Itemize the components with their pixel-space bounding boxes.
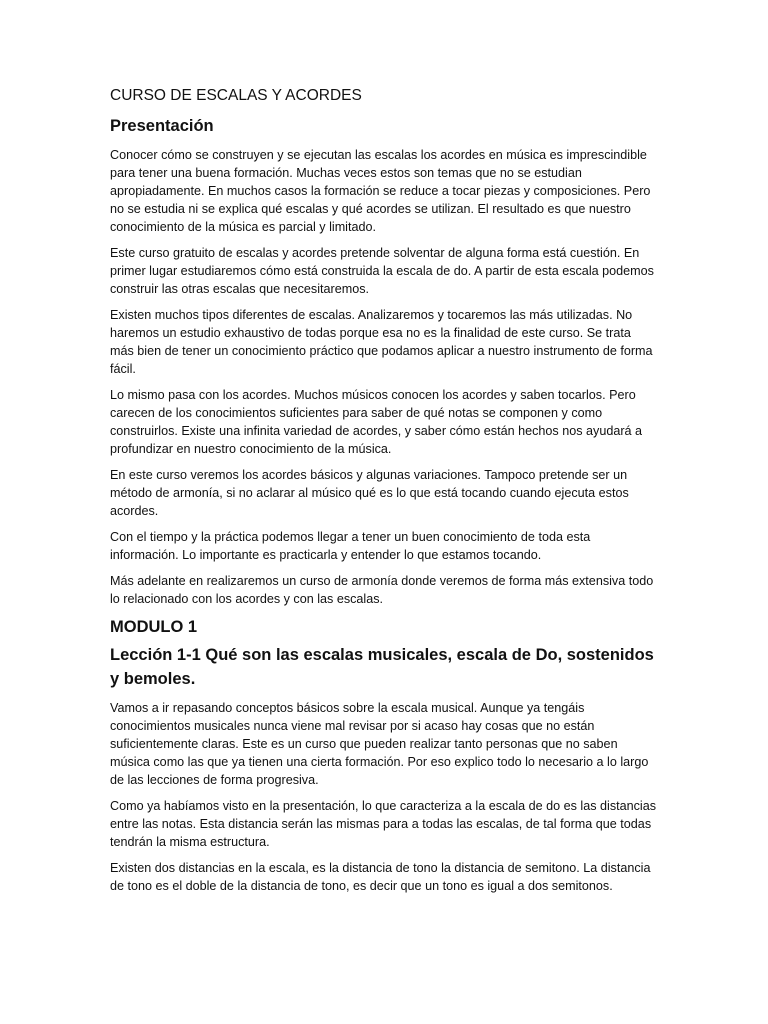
paragraph: En este curso veremos los acordes básicos y algunas variaciones. Tampoco pretende ser un método de armonía, si no aclarar al músico qué es lo que está tocando cuando ejecuta estos acordes. (110, 468, 629, 518)
document-title: CURSO DE ESCALAS Y ACORDES (110, 87, 362, 104)
paragraph: Existen muchos tipos diferentes de escalas. Analizaremos y tocaremos las más utilizadas. No haremos un estudio exhaustivo de todas porque esa no es la finalidad de este curso. Se trata más bien de tener un conocimiento práctico que podamos aplicar a nuestro instrumento de forma fácil. (110, 308, 653, 376)
section-heading-presentacion: Presentación (110, 117, 214, 135)
paragraph: Más adelante en realizaremos un curso de armonía donde veremos de forma más extensiva todo lo relacionado con los acordes y con las escalas. (110, 574, 654, 606)
module-heading: MODULO 1 (110, 618, 198, 636)
paragraph: Con el tiempo y la práctica podemos llegar a tener un buen conocimiento de toda esta información. Lo importante es practicarla y entender lo que estamos tocando. (110, 530, 591, 562)
paragraph: Lo mismo pasa con los acordes. Muchos músicos conocen los acordes y saben tocarlos. Pero carecen de los conocimientos suficientes para saber de qué notas se componen y como construirlos. Existe una infinita variedad de acordes, y saber cómo están hechos nos ayudará a profundizar en nuestro conocimiento de la música. (110, 388, 643, 456)
paragraph: Como ya habíamos visto en la presentación, lo que caracteriza a la escala de do es las distancias entre las notas. Esta distancia serán las mismas para a todas las escalas, de tal forma que todas tendrán la misma estructura. (110, 799, 657, 849)
paragraph: Este curso gratuito de escalas y acordes pretende solventar de alguna forma está cuestión. En primer lugar estudiaremos cómo está construida la escala de do. A partir de esta escala podemos construir las otras escalas que necesitaremos. (110, 246, 654, 296)
paragraph: Conocer cómo se construyen y se ejecutan las escalas los acordes en música es imprescindible para tener una buena formación. Muchas veces estos son temas que no se estudian apropiadamente. En muchos casos la formación se reduce a tocar piezas y composiciones. Pero no se estudia ni se explica qué escalas y qué acordes se utilizan. El resultado es que nuestro conocimiento de la música es parcial y limitado. (110, 148, 651, 234)
document-page (110, 86, 658, 903)
paragraph: Vamos a ir repasando conceptos básicos sobre la escala musical. Aunque ya tengáis conocimientos musicales nunca viene mal revisar por si acaso hay cosas que no están suficientemente claras. Este es un curso que pueden realizar tanto personas que no saben música como las que ya tienen una cierta formación. Por eso explico todo lo necesario a lo largo de las lecciones de forma progresiva. (110, 701, 649, 787)
paragraph: Existen dos distancias en la escala, es la distancia de tono la distancia de semitono. La distancia de tono es el doble de la distancia de tono, es decir que un tono es igual a dos semitonos. (110, 861, 651, 893)
lesson-heading: Lección 1-1 Qué son las escalas musicales, escala de Do, sostenidos y bemoles. (110, 646, 654, 688)
